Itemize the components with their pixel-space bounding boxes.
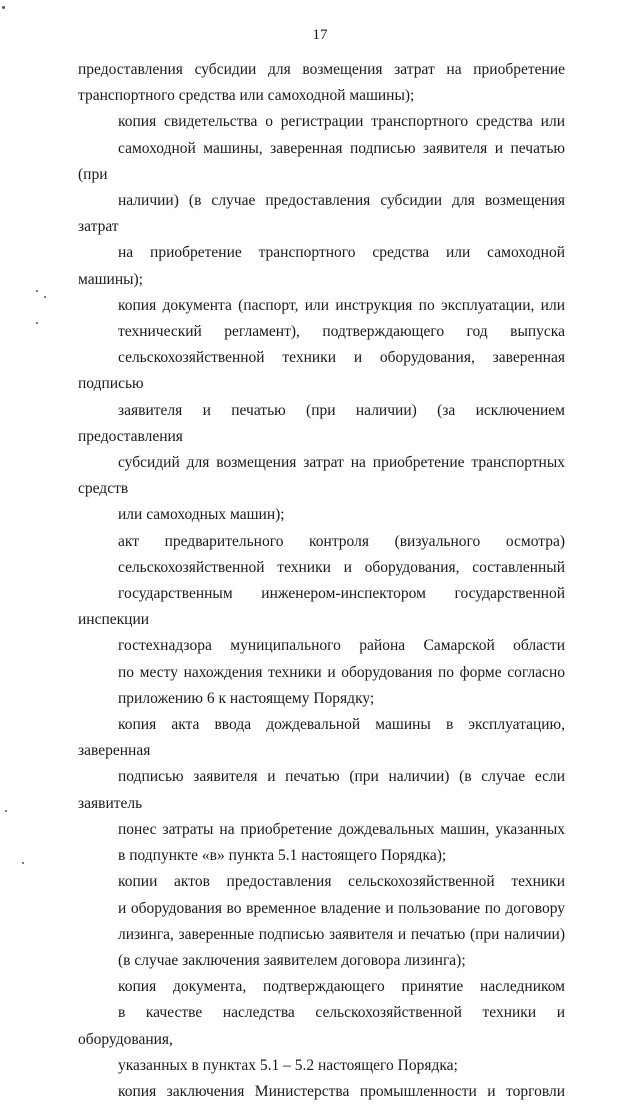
text-line: понес затраты на приобретение дождевальных машин, указанных	[118, 820, 565, 838]
paragraph-document-copy	[78, 293, 565, 529]
text-line: акт предварительного контроля (визуального осмотра)	[118, 532, 565, 550]
text-line: наличии) (в случае предоставления субсидии для возмещения затрат	[78, 192, 565, 236]
scan-speck	[36, 322, 38, 324]
paragraph-inspection-act	[78, 529, 565, 712]
text-line: транспортного средства или самоходной машины);	[78, 87, 415, 105]
text-line: или самоходных машин);	[118, 506, 285, 524]
paragraph-continuation	[78, 57, 565, 109]
scan-speck	[22, 862, 24, 864]
text-line: государственным инженером-инспектором государственной инспекции	[78, 585, 565, 629]
text-line: копия заключения Министерства промышленности и торговли	[118, 1082, 565, 1100]
text-line: (в случае заключения заявителем договора лизинга);	[118, 951, 466, 969]
text-line: копия акта ввода дождевальной машины в эксплуатацию, заверенная	[78, 716, 565, 760]
text-line: субсидий для возмещения затрат на приобретение транспортных средств	[78, 454, 565, 498]
text-line: по месту нахождения техники и оборудования по форме согласно	[118, 663, 565, 681]
text-line: самоходной машины, заверенная подписью заявителя и печатью (при	[78, 139, 565, 183]
paragraph-inheritance-document	[78, 974, 565, 1079]
paragraph-ministry-conclusion	[78, 1079, 565, 1105]
scan-speck	[5, 810, 7, 812]
text-line: копия документа (паспорт, или инструкция по эксплуатации, или	[118, 296, 565, 314]
text-line: и оборудования во временное владение и пользование по договору	[118, 899, 565, 917]
text-line: заявителя и печатью (при наличии) (за исключением предоставления	[78, 401, 565, 445]
text-line: сельскохозяйственной техники и оборудования, заверенная подписью	[78, 349, 565, 393]
text-line: гостехнадзора муниципального района Самарской области	[118, 637, 565, 655]
text-line: технический регламент), подтверждающего год выпуска	[118, 323, 565, 341]
document-body	[78, 57, 565, 1105]
paragraph-irrigation-act	[78, 712, 565, 869]
text-line: лизинга, заверенные подписью заявителя и печатью (при наличии)	[118, 925, 565, 943]
text-line: копия документа, подтверждающего принятие наследником	[118, 978, 565, 996]
text-line: сельскохозяйственной техники и оборудования, составленный	[118, 558, 565, 576]
scan-speck	[2, 6, 5, 9]
text-line: указанных в пунктах 5.1 – 5.2 настоящего Порядка;	[118, 1056, 458, 1074]
text-line: подписью заявителя и печатью (при наличии) (в случае если заявитель	[78, 768, 565, 812]
text-line: приложению 6 к настоящему Порядку;	[118, 689, 375, 707]
text-line: в подпункте «в» пункта 5.1 настоящего Порядка);	[118, 847, 447, 865]
scan-speck	[44, 296, 46, 298]
page-number: 17	[312, 27, 328, 43]
text-line: предоставления субсидии для возмещения затрат на приобретение	[78, 61, 565, 78]
text-line: копия свидетельства о регистрации транспортного средства или	[118, 113, 565, 131]
scan-speck	[36, 290, 38, 292]
text-line: в качестве наследства сельскохозяйственной техники и оборудования,	[78, 1004, 565, 1048]
paragraph-registration-copy	[78, 109, 565, 292]
text-line: на приобретение транспортного средства или самоходной машины);	[78, 244, 565, 288]
text-line: копии актов предоставления сельскохозяйственной техники	[118, 873, 565, 891]
paragraph-leasing-acts	[78, 869, 565, 974]
